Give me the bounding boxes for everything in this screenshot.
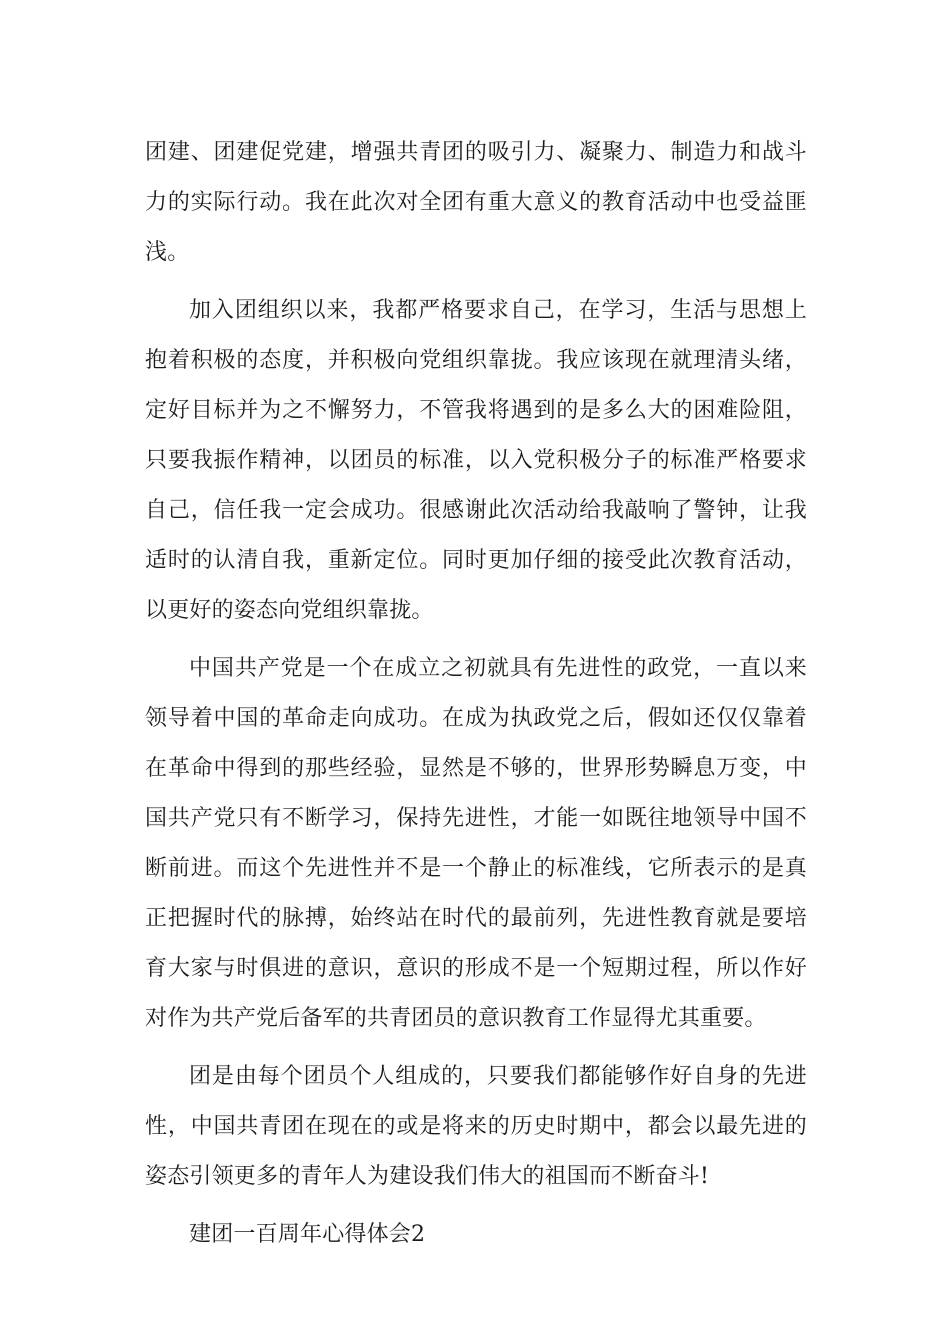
paragraph: 中国共产党是一个在成立之初就具有先进性的政党，一直以来领导着中国的革命走向成功。在成为执政党之后，假如还仅仅靠着在革命中得到的那些经验，显然是不够的，世界形势瞬息万变，中国共产党只有不断学习，保持先进性，才能一如既往地领导中国不断前进。而这个先进性并不是一个静止的标准线，它所表示的是真正把握时代的脉搏，始终站在时代的最前列，先进性教育就是要培育大家与时俱进的意识，意识的形成不是一个短期过程，所以作好对作为共产党后备军的共青团员的意识教育工作显得尤其重要。: [145, 656, 807, 1031]
paragraph-continued: 团建、团建促党建，增强共青团的吸引力、凝聚力、制造力和战斗力的实际行动。我在此次对全团有重大意义的教育活动中也受益匪浅。: [145, 140, 807, 265]
document-body: [145, 128, 807, 1260]
section-heading: 建团一百周年心得体会2: [189, 1222, 426, 1247]
paragraph: 加入团组织以来，我都严格要求自己，在学习，生活与思想上抱着积极的态度，并积极向党组织靠拢。我应该现在就理清头绪，定好目标并为之不懈努力，不管我将遇到的是多么大的困难险阻，只要我振作精神，以团员的标准，以入党积极分子的标准严格要求自己，信任我一定会成功。很感谢此次活动给我敲响了警钟，让我适时的认清自我，重新定位。同时更加仔细的接受此次教育活动，以更好的姿态向党组织靠拢。: [145, 298, 807, 623]
paragraph: 团是由每个团员个人组成的，只要我们都能够作好自身的先进性，中国共青团在现在的或是将来的历史时期中，都会以最先进的姿态引领更多的青年人为建设我们伟大的祖国而不断奋斗!: [145, 1064, 807, 1189]
